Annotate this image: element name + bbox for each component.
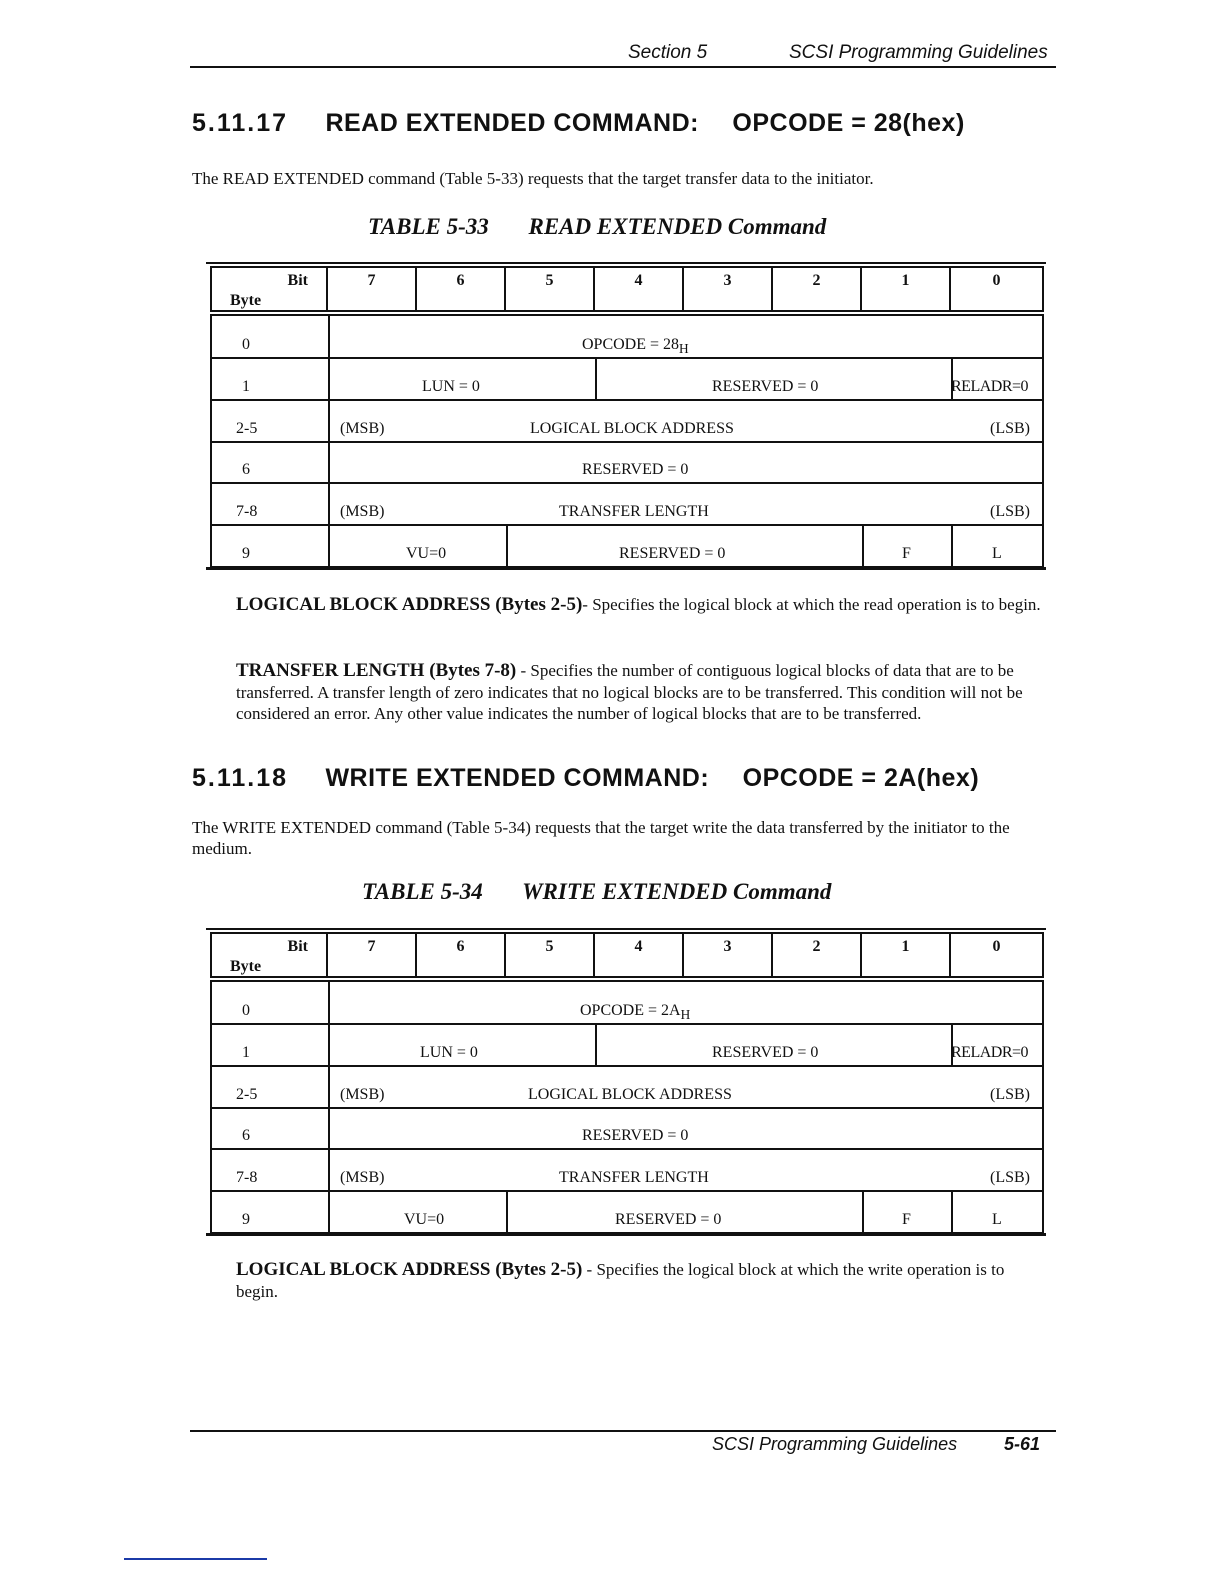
- header-section: Section 5: [628, 42, 708, 63]
- msb-marker: (MSB): [340, 420, 385, 437]
- f-left-divider: [862, 524, 864, 566]
- bit-column-0: 0: [949, 932, 1044, 978]
- header-rule: [190, 66, 1056, 68]
- opcode-field: [580, 1002, 690, 1023]
- lba-text: - Specifies the logical block at which the read operation is to begin.: [582, 595, 1041, 614]
- l-field: L: [992, 1211, 1002, 1228]
- row-byte-1: 1: [242, 378, 250, 395]
- lsb-marker: (LSB): [990, 503, 1030, 520]
- opcode-subscript: H: [680, 1007, 691, 1023]
- footer-title: SCSI Programming Guidelines: [712, 1434, 958, 1454]
- section-opcode: OPCODE = 28(hex): [732, 109, 965, 137]
- row-divider: [212, 1107, 1042, 1109]
- bit-column-4: 4: [593, 932, 684, 978]
- transfer-length-term: TRANSFER LENGTH (Bytes 7-8): [236, 660, 517, 681]
- row-divider: [212, 1190, 1042, 1192]
- table-header-row: [210, 932, 1044, 978]
- page-number: 5-61: [1004, 1434, 1041, 1454]
- row-byte-2-5: 2-5: [236, 1086, 258, 1103]
- section-title: WRITE EXTENDED COMMAND:: [325, 764, 710, 792]
- bit-column-2: 2: [771, 932, 862, 978]
- f-right-divider: [951, 524, 953, 566]
- reserved-byte9: RESERVED = 0: [619, 545, 726, 562]
- reserved-byte9: RESERVED = 0: [615, 1211, 722, 1228]
- bit-label: Bit: [287, 272, 308, 289]
- read-extended-table: [206, 262, 1046, 572]
- bit-column-5: 5: [504, 266, 595, 312]
- row-divider: [212, 441, 1042, 443]
- write-extended-table: [206, 928, 1046, 1238]
- bit-column-3: 3: [682, 932, 773, 978]
- bit-column-6: 6: [415, 932, 506, 978]
- opcode-field: [582, 336, 689, 357]
- table-body: [210, 314, 1044, 568]
- row-byte-0: 0: [242, 336, 250, 353]
- bit-column-0: 0: [949, 266, 1044, 312]
- section-number: 5.11.18: [192, 764, 289, 792]
- table-caption: [362, 879, 831, 905]
- footnote-rule: [124, 1558, 267, 1560]
- reladr-field: RELADR=0: [951, 378, 1029, 395]
- bit-column-6: 6: [415, 266, 506, 312]
- row-divider: [212, 399, 1042, 401]
- row-byte-9: 9: [242, 1211, 250, 1228]
- msb-marker: (MSB): [340, 1169, 385, 1186]
- bit-column-3: 3: [682, 266, 773, 312]
- opcode-value: OPCODE = 28: [582, 336, 680, 353]
- l-field: L: [992, 545, 1002, 562]
- row-divider: [212, 357, 1042, 359]
- bit-column-4: 4: [593, 266, 684, 312]
- lba-text: - Specifies the logical block at which the write operation is to begin.: [236, 1260, 1005, 1301]
- table-body: [210, 980, 1044, 1234]
- table-caption: [368, 214, 826, 240]
- f-right-divider: [951, 1190, 953, 1232]
- transfer-length-text: - Specifies the number of contiguous logical blocks of data that are to be transferred. A transfer length of zero indicates that no logical blocks are to be transferred. This condition will not be considered an error. Any other value indicates the number of logical blocks that are to be transferred.: [236, 661, 1023, 723]
- lba-term: LOGICAL BLOCK ADDRESS (Bytes 2-5): [236, 1259, 583, 1280]
- section-heading-write-extended: [192, 764, 979, 793]
- bit-byte-cell: [210, 266, 328, 312]
- lsb-marker: (LSB): [990, 1086, 1030, 1103]
- table-header-row: [210, 266, 1044, 312]
- row-byte-6: 6: [242, 461, 250, 478]
- row-divider: [212, 1065, 1042, 1067]
- opcode-subscript: H: [679, 341, 689, 357]
- header-title: SCSI Programming Guidelines: [789, 42, 1048, 63]
- byte-label: Byte: [230, 958, 262, 975]
- row-byte-1: 1: [242, 1044, 250, 1061]
- footer-rule: [190, 1430, 1056, 1432]
- transfer-length-field: TRANSFER LENGTH: [559, 503, 709, 520]
- table-title: WRITE EXTENDED Command: [522, 879, 832, 904]
- bit-column-5: 5: [504, 932, 595, 978]
- lba-field: LOGICAL BLOCK ADDRESS: [528, 1086, 732, 1103]
- bit-column-7: 7: [326, 266, 417, 312]
- lsb-marker: (LSB): [990, 420, 1030, 437]
- section-title: READ EXTENDED COMMAND:: [325, 109, 699, 137]
- lun-field: LUN = 0: [422, 378, 480, 395]
- table-top-rule: [206, 262, 1046, 264]
- row-byte-0: 0: [242, 1002, 250, 1019]
- f-left-divider: [862, 1190, 864, 1232]
- table-number: TABLE 5-34: [362, 879, 483, 904]
- reserved-field: RESERVED = 0: [712, 1044, 819, 1061]
- row-byte-2-5: 2-5: [236, 420, 258, 437]
- table-top-rule: [206, 928, 1046, 930]
- reladr-field: RELADR=0: [951, 1044, 1029, 1061]
- section-number: 5.11.17: [192, 109, 289, 137]
- lba-description: [236, 1259, 1036, 1302]
- table-title: READ EXTENDED Command: [528, 214, 827, 239]
- lun-field: LUN = 0: [420, 1044, 478, 1061]
- row-divider: [212, 482, 1042, 484]
- section-heading-read-extended: [192, 109, 965, 138]
- table-number: TABLE 5-33: [368, 214, 489, 239]
- vu-field: VU=0: [404, 1211, 445, 1228]
- reserved-byte6: RESERVED = 0: [582, 461, 689, 478]
- byte-label: Byte: [230, 292, 262, 309]
- section-intro: The WRITE EXTENDED command (Table 5-34) requests that the target write the data transferred by the initiator to the medium.: [192, 818, 1010, 858]
- opcode-value: OPCODE = 2A: [580, 1002, 681, 1019]
- lba-field: LOGICAL BLOCK ADDRESS: [530, 420, 734, 437]
- msb-marker: (MSB): [340, 1086, 385, 1103]
- vu-field: VU=0: [406, 545, 447, 562]
- row-divider: [212, 524, 1042, 526]
- bit-column-1: 1: [860, 932, 951, 978]
- row-divider: [212, 1148, 1042, 1150]
- section-intro: The READ EXTENDED command (Table 5-33) requests that the target transfer data to the initiator.: [192, 169, 874, 188]
- row-byte-9: 9: [242, 545, 250, 562]
- bit-column-2: 2: [771, 266, 862, 312]
- bit-byte-cell: [210, 932, 328, 978]
- reserved-byte6: RESERVED = 0: [582, 1127, 689, 1144]
- bit-column-7: 7: [326, 932, 417, 978]
- table-bottom-rule: [206, 567, 1046, 570]
- lsb-marker: (LSB): [990, 1169, 1030, 1186]
- row-byte-6: 6: [242, 1127, 250, 1144]
- table-bottom-rule: [206, 1233, 1046, 1236]
- section-opcode: OPCODE = 2A(hex): [742, 764, 980, 792]
- lun-divider: [595, 1023, 597, 1065]
- transfer-length-description: [236, 660, 1051, 725]
- vu-divider: [506, 524, 508, 566]
- transfer-length-field: TRANSFER LENGTH: [559, 1169, 709, 1186]
- lba-term: LOGICAL BLOCK ADDRESS (Bytes 2-5): [236, 594, 583, 615]
- bit-column-1: 1: [860, 266, 951, 312]
- lba-description: [236, 594, 1051, 616]
- row-divider: [212, 1023, 1042, 1025]
- lun-divider: [595, 357, 597, 399]
- vu-divider: [506, 1190, 508, 1232]
- bit-label: Bit: [287, 938, 308, 955]
- row-byte-7-8: 7-8: [236, 503, 258, 520]
- f-field: F: [902, 545, 911, 562]
- f-field: F: [902, 1211, 911, 1228]
- msb-marker: (MSB): [340, 503, 385, 520]
- reserved-field: RESERVED = 0: [712, 378, 819, 395]
- row-byte-7-8: 7-8: [236, 1169, 258, 1186]
